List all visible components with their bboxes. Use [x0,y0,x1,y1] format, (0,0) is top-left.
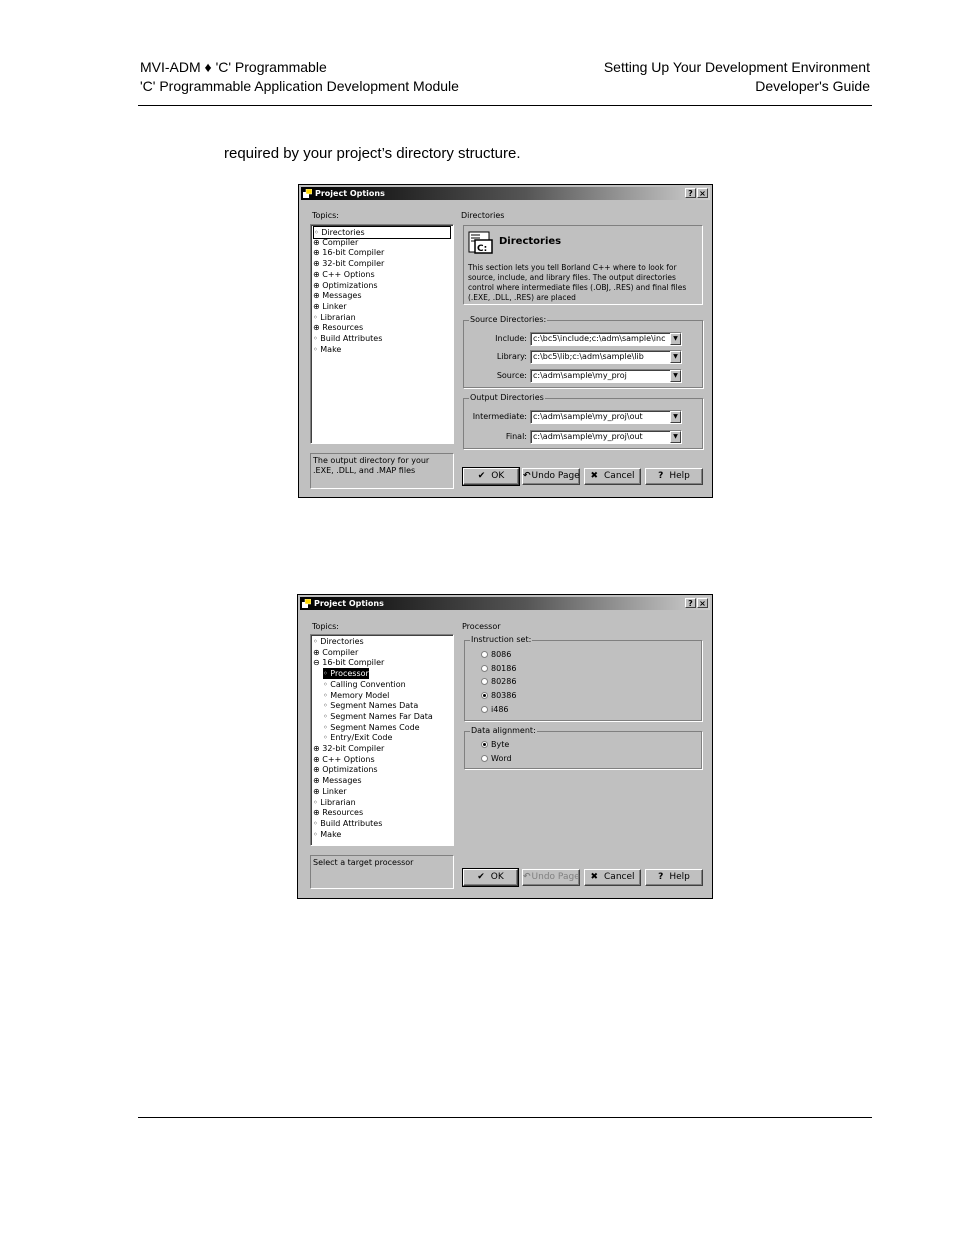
radio-label: 8086 [491,650,512,659]
cancel-label: Cancel [604,872,635,882]
include-combo[interactable] [530,332,682,346]
final-combo[interactable] [530,430,682,444]
radio-option[interactable] [481,705,509,714]
section-label: Processor [462,622,501,631]
ok-label: OK [490,872,504,882]
help-button[interactable] [645,468,703,485]
topic-label: Build Attributes [320,334,383,343]
context-help-button[interactable]: ? [685,598,696,608]
dialog-title-bar [301,187,710,200]
tree-node-icon[interactable]: ◦ [313,312,321,322]
topic-item[interactable] [313,344,341,355]
topic-item[interactable] [323,722,420,733]
radio-label: 80286 [491,677,517,687]
topic-label: Messages [322,776,362,786]
radio-button-icon[interactable] [481,692,488,699]
topic-label: 16-bit Compiler [322,248,385,258]
dialog-title-bar [300,597,710,610]
tree-node-icon[interactable]: ◦ [323,669,331,679]
topic-label: Linker [322,786,347,796]
data-alignment-label: Data alignment: [471,726,536,735]
output-directories-group [463,393,703,449]
radio-option[interactable] [481,664,516,673]
radio-button-icon[interactable] [481,741,488,748]
topic-item[interactable] [323,668,369,679]
app-icon [302,599,311,608]
topic-label: Segment Names Far Data [330,711,433,721]
ok-label: OK [491,471,505,481]
topic-item[interactable] [323,711,433,722]
topics-label: Topics: [312,211,339,220]
topic-item[interactable] [313,775,361,786]
tree-node-icon[interactable]: ⊕ [313,765,323,775]
tree-node-icon[interactable]: ⊖ [313,658,323,668]
undo-label: Undo Page [531,872,580,882]
header-left-line1: MVI-ADM ♦ 'C' Programmable [140,59,327,75]
checkmark-icon: ✔ [477,471,486,481]
topic-label: Compiler [322,647,359,657]
topic-label: C++ Options [322,754,375,764]
app-icon [303,189,312,198]
dropdown-arrow-icon[interactable]: ▼ [670,431,681,443]
topic-item[interactable] [313,807,363,818]
topic-item[interactable] [313,818,382,829]
topics-tree[interactable] [310,224,454,444]
radio-option[interactable] [481,691,516,700]
data-alignment-group [464,726,702,769]
topic-item[interactable] [313,237,358,248]
dropdown-arrow-icon[interactable]: ▼ [670,411,681,423]
topic-label: Directories [321,228,365,237]
topic-label: Calling Convention [330,679,406,689]
radio-option[interactable] [481,740,509,749]
dialog-title: Project Options [314,599,384,608]
radio-button-icon[interactable] [481,755,488,762]
header-rule [138,105,872,106]
tree-node-icon[interactable]: ◦ [323,711,331,721]
radio-button-icon[interactable] [481,678,488,685]
topic-item[interactable] [313,743,384,754]
topic-status-box: The output directory for your .EXE, .DLL, and .MAP files [310,453,454,489]
topic-item[interactable] [313,247,384,258]
library-combo[interactable] [530,350,682,364]
topic-label: 16-bit Compiler [322,658,385,668]
topic-item[interactable] [313,657,384,668]
topic-label: 32-bit Compiler [322,259,385,269]
topic-label: Processor [330,669,369,679]
tree-node-icon[interactable]: ◦ [313,818,321,828]
close-button[interactable]: × [697,188,708,198]
topic-label: Make [320,344,342,354]
close-button[interactable]: × [697,598,708,608]
tree-node-icon[interactable]: ◦ [313,344,321,354]
topic-item[interactable] [313,258,384,269]
topic-item[interactable] [313,647,358,658]
tree-node-icon[interactable]: ⊕ [313,259,323,269]
topic-item[interactable] [313,280,378,291]
topic-item[interactable] [313,797,356,808]
body-paragraph: required by your project’s directory structure. [224,145,521,162]
ok-button[interactable] [463,869,518,886]
topic-item[interactable] [313,301,347,312]
svg-text:C:: C: [477,244,488,254]
tree-node-icon[interactable]: ⊕ [313,248,323,258]
tree-node-icon[interactable]: ⊕ [313,808,323,818]
tree-node-icon[interactable]: ◦ [313,829,321,839]
project-options-dialog-processor [297,594,713,899]
source-directories-label: Source Directories: [470,315,547,324]
undo-page-button[interactable] [522,468,580,485]
tree-node-icon[interactable]: ⊕ [313,269,323,279]
tree-node-icon[interactable]: ⊕ [313,776,323,786]
topic-label: Messages [322,291,362,301]
topic-label: C++ Options [322,269,375,279]
topic-label: Linker [322,301,347,311]
include-value: c:\bc5\include;c:\adm\sample\inc [533,334,666,343]
topic-label: Segment Names Code [330,722,420,732]
radio-label: 80386 [491,691,517,701]
page-header-left [140,58,459,96]
radio-label: Word [491,753,512,763]
help-label: Help [669,471,690,481]
radio-option[interactable] [481,754,512,763]
topic-label: Resources [322,323,364,333]
ok-button[interactable] [463,468,519,485]
project-options-dialog-directories [298,184,713,498]
radio-option[interactable] [481,650,511,659]
context-help-button[interactable]: ? [685,188,696,198]
topic-item[interactable] [313,269,375,280]
topic-label: Make [320,829,342,839]
tree-node-icon[interactable]: ◦ [323,722,331,732]
intermediate-value: c:\adm\sample\my_proj\out [533,412,643,421]
topic-label: Entry/Exit Code [330,733,393,743]
topic-label: Resources [322,808,364,818]
panel-title: Directories [499,236,562,247]
help-button[interactable] [645,869,703,886]
directories-info-panel [463,225,703,305]
intermediate-label: Intermediate: [472,412,527,421]
topic-item[interactable] [323,690,389,701]
radio-button-icon[interactable] [481,651,488,658]
checkmark-icon: ✔ [477,872,485,882]
topic-label: Build Attributes [320,818,383,828]
source-label: Source: [496,371,527,380]
tree-node-icon[interactable]: ⊕ [313,754,323,764]
topic-label: Segment Names Data [330,701,419,711]
undo-icon: ↶ [523,471,531,481]
topics-label: Topics: [312,622,339,631]
cancel-label: Cancel [604,471,635,481]
final-value: c:\adm\sample\my_proj\out [533,432,643,441]
tree-node-icon[interactable]: ◦ [323,690,331,700]
tree-node-icon[interactable]: ⊕ [313,237,323,247]
cancel-button[interactable] [584,468,641,485]
header-left-line2: 'C' Programmable Application Development Module [140,78,459,94]
tree-node-icon[interactable]: ◦ [313,334,321,343]
intermediate-combo[interactable] [530,410,682,424]
topic-label: Librarian [320,797,356,807]
topic-item[interactable] [313,322,363,333]
radio-label: Byte [491,740,510,749]
tree-node-icon[interactable]: ⊕ [313,744,323,753]
tree-node-icon[interactable]: ⊕ [313,323,323,333]
topics-tree[interactable] [310,634,454,846]
topic-label: Compiler [322,237,359,247]
undo-icon: ↶ [523,872,531,882]
tree-node-icon[interactable]: ⊕ [313,786,323,796]
library-label: Library: [496,352,527,361]
topic-item[interactable] [323,679,406,690]
tree-node-icon[interactable]: ◦ [313,637,321,646]
header-right-line1: Setting Up Your Development Environment [603,59,870,75]
topic-item[interactable] [323,732,392,743]
output-directories-label: Output Directories [470,393,544,402]
topic-item[interactable] [323,700,418,711]
source-combo[interactable] [530,369,682,383]
include-label: Include: [495,334,527,343]
undo-page-button[interactable] [522,869,580,886]
topic-item[interactable] [313,754,375,765]
tree-node-icon[interactable]: ◦ [323,701,331,711]
help-label: Help [669,872,690,882]
tree-node-icon[interactable]: ◦ [313,797,321,807]
page-header-right [604,58,870,96]
radio-label: i486 [491,704,509,714]
question-icon: ? [658,872,664,882]
topic-item[interactable] [313,636,364,647]
topic-status-box: Select a target processor [310,855,454,889]
x-icon: ✖ [590,471,599,481]
x-icon: ✖ [590,872,599,882]
instruction-set-label: Instruction set: [471,635,532,644]
tree-node-icon[interactable]: ⊕ [313,647,323,657]
topic-label: Directories [320,637,364,646]
header-right-line2: Developer's Guide [755,78,870,94]
topic-item[interactable] [313,333,382,344]
source-value: c:\adm\sample\my_proj [533,371,627,380]
directories-folder-icon [468,231,494,255]
section-label: Directories [461,211,505,220]
radio-button-icon[interactable] [481,665,488,672]
dropdown-arrow-icon[interactable]: ▼ [670,351,681,363]
final-label: Final: [505,432,527,441]
library-value: c:\bc5\lib;c:\adm\sample\lib [533,352,644,361]
cancel-button[interactable] [584,869,641,886]
topic-item[interactable] [313,290,361,301]
radio-button-icon[interactable] [481,706,488,713]
dialog-title: Project Options [315,189,385,198]
instruction-set-group [464,635,702,721]
footer-rule [138,1117,872,1118]
dropdown-arrow-icon[interactable]: ▼ [670,333,681,345]
topic-label: Librarian [320,312,356,322]
radio-label: 80186 [491,663,517,673]
panel-description: This section lets you tell Borland C++ where to look for source, include, and library files. The output directories control where intermediate files (.OBJ, .RES) and final files (.EXE, .DLL, .RES) are placed [468,263,687,302]
question-icon: ? [658,471,664,481]
tree-node-icon[interactable]: ⊕ [313,280,323,290]
tree-node-icon[interactable]: ⊕ [313,301,323,311]
topic-label: Memory Model [330,690,390,700]
tree-node-icon[interactable]: ◦ [323,679,331,689]
tree-node-icon[interactable]: ⊕ [313,291,323,301]
dropdown-arrow-icon[interactable]: ▼ [670,370,681,382]
topic-label: Optimizations [322,765,378,775]
tree-node-icon[interactable]: ◦ [314,228,322,237]
topic-item[interactable] [313,764,378,775]
tree-node-icon[interactable]: ◦ [323,733,331,743]
undo-label: Undo Page [531,471,580,481]
source-directories-group [463,315,703,388]
topic-item[interactable] [313,829,341,840]
topic-label: 32-bit Compiler [322,744,385,753]
radio-option[interactable] [481,677,516,686]
topic-item[interactable] [313,786,347,797]
topic-item[interactable] [313,312,356,323]
topic-label: Optimizations [322,280,378,290]
